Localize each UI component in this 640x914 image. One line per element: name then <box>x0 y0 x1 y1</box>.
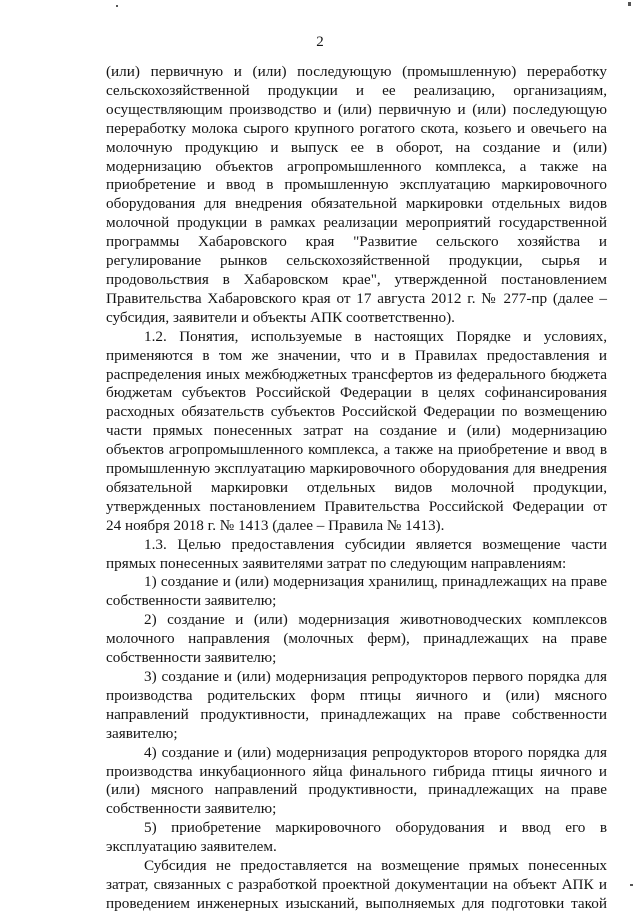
text-line: (или) первичную и (или) последующую (промышленную) переработку <box>106 63 607 80</box>
text-line: применяются в том же значении, что и в Правилах предоставления и <box>106 346 607 364</box>
text-line: утвержденных постановлением Правительства Российской Федерации от <box>106 497 607 515</box>
text-line: модернизацию объектов агропромышленного комплекса, а также на <box>106 157 607 175</box>
text-line: молочного направления (молочных ферм), принадлежащих на праве <box>106 630 607 648</box>
text-line: Субсидия не предоставляется на возмещение прямых понесенных <box>144 857 607 875</box>
text-line: прямых понесенных заявителями затрат по следующим направлениям: <box>106 554 567 572</box>
text-line: 1.2. Понятия, используемые в настоящих Порядке и условиях, <box>144 327 607 345</box>
text-line: осуществляющим производство и (или) первичную и (или) последующую <box>106 100 607 118</box>
text-line: расходных обязательств субъектов Российской Федерации по возмещению <box>106 403 607 421</box>
scan-speck <box>116 5 118 7</box>
text-line: 5) приобретение маркировочного оборудования и ввод его в <box>144 819 607 837</box>
text-line: части прямых понесенных затрат на создание и (или) модернизацию <box>106 422 607 440</box>
text-line: промышленную эксплуатацию маркировочного оборудования для внедрения <box>106 460 607 478</box>
text-line: приобретение и ввод в промышленную эксплуатацию маркировочного <box>106 176 607 194</box>
text-line: 24 ноября 2018 г. № 1413 (далее – Правила № 1413). <box>106 516 445 534</box>
text-line: программы Хабаровского края "Развитие сельского хозяйства и <box>106 233 607 251</box>
text-line: 2) создание и (или) модернизация животноводческих комплексов <box>144 611 607 629</box>
text-line: 4) создание и (или) модернизация репродукторов второго порядка для <box>144 743 607 761</box>
text-line: продовольствия в Хабаровском крае", утвержденной постановлением <box>106 270 607 288</box>
text-line: распределения иных межбюджетных трансфертов из федерального бюджета <box>106 365 607 383</box>
scan-speck <box>628 2 631 6</box>
text-line: субсидия, заявители и объекты АПК соответственно). <box>106 308 455 326</box>
text-line: регулирование рынков сельскохозяйственной продукции, сырья и <box>106 252 607 270</box>
text-line: обязательной маркировки отдельных видов молочной продукции, <box>106 478 607 496</box>
text-line: молочной продукции в рамках реализации мероприятий государственной <box>106 214 607 232</box>
text-line: переработку молока сырого крупного рогатого скота, козьего и овечьего на <box>106 119 607 137</box>
text-line: производства родительских форм птицы яичного и (или) мясного <box>106 686 607 704</box>
text-line: оборудования для внедрения обязательной маркировки отдельных видов <box>106 195 607 213</box>
text-line: 1) создание и (или) модернизация хранилищ, принадлежащих на праве <box>144 573 607 591</box>
page-number: 2 <box>316 34 324 50</box>
text-line: собственности заявителю; <box>106 800 277 818</box>
text-line: бюджетам субъектов Российской Федерации в целях софинансирования <box>106 384 607 402</box>
document-body <box>106 63 607 914</box>
scan-speck <box>630 884 633 886</box>
text-line: затрат, связанных с разработкой проектной документации на объект АПК и <box>106 875 607 893</box>
text-line: заявителю; <box>106 724 178 742</box>
text-line: молочную продукцию и выпуск ее в оборот, на создание и (или) <box>106 138 607 156</box>
text-line: направлений продуктивности, принадлежащих на праве собственности <box>106 705 607 723</box>
text-line: производства инкубационного яйца финального гибрида птицы яичного и <box>106 762 607 780</box>
text-line: объектов агропромышленного комплекса, а также на приобретение и ввод в <box>106 441 607 459</box>
text-line: эксплуатацию заявителем. <box>106 838 277 856</box>
text-line: собственности заявителю; <box>106 649 277 667</box>
text-line: проведением инженерных изысканий, выполняемых для подготовки такой <box>106 894 607 912</box>
text-line: (или) мясного направлений продуктивности, принадлежащих на праве <box>106 781 607 799</box>
text-line: 3) создание и (или) модернизация репродукторов первого порядка для <box>144 668 607 685</box>
text-line: сельскохозяйственной продукции и ее реализацию, организациям, <box>106 81 607 99</box>
text-line: собственности заявителю; <box>106 592 277 610</box>
text-line: 1.3. Целью предоставления субсидии является возмещение части <box>144 535 607 553</box>
text-line: Правительства Хабаровского края от 17 августа 2012 г. № 277-пр (далее – <box>106 289 607 307</box>
